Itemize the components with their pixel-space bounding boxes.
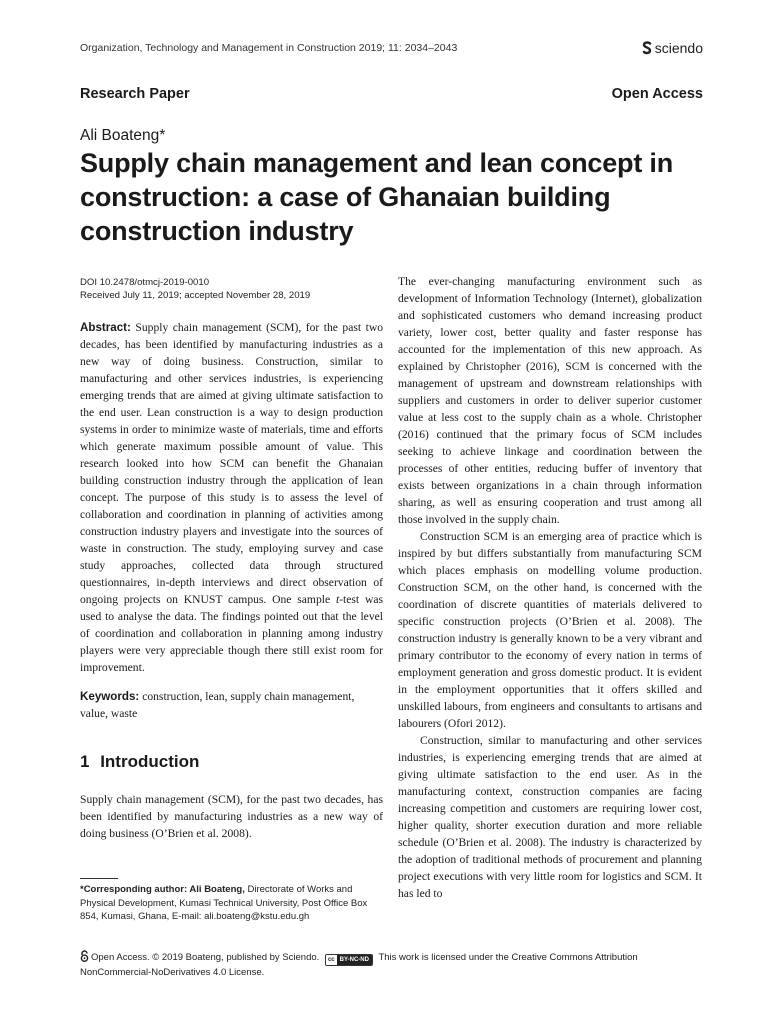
right-column: [398, 273, 702, 902]
license-text-end: This work is licensed under the Creative Commons Attribution NonCommercial-NoDerivatives 4.0 License.: [80, 952, 638, 978]
sciendo-logo-icon: [642, 41, 652, 55]
journal-citation: Organization, Technology and Management in Construction 2019; 11: 2034–2043: [80, 42, 458, 54]
keywords-text: construction, lean, supply chain management, value, waste: [80, 689, 355, 720]
publisher-name: sciendo: [654, 40, 703, 56]
doi[interactable]: DOI 10.2478/otmcj-2019-0010: [80, 277, 210, 288]
license-text-start: Open Access. © 2019 Boateng, published by Sciendo.: [91, 952, 320, 963]
footnote-text: Directorate of Works and Physical Development, Kumasi Technical University, Post Office Box 854, Kumasi, Ghana, E-mail: ali.boateng@kstu.edu.gh: [80, 884, 368, 922]
body-paragraph: The ever-changing manufacturing environment such as development of Information Technology (Internet), globalization and sophisticated customers who demand increasing product variety, lower cost, better quality and faster response has accounted for the implementation of this new approach. As explained by Christopher (2016), SCM is concerned with the management of upstream and downstream relationships with suppliers and customers in order to deliver superior customer value at less cost to the supply chain as a whole. Christopher (2016) continued that the primary focus of SCM includes seeking to achieve linkage and coordination between the processes of other entities, reducing buffer of inventory that exists between organizations in a chain through information sharing, as well as ensuring cooperation and trust among all those involved in the supply chain.: [398, 275, 702, 526]
cc-badge-left: cc: [327, 957, 335, 963]
body-paragraph: Construction, similar to manufacturing and other services industries, is experiencing emerging trends that are aimed at giving ultimate satisfaction to the end user. As in the manufacturing context, construction companies are facing increasing competition and customers are requiring lower cost, higher quality, shorter execution duration and more reliable schedule (O’Brien et al. 2008). The industry is characterized by the adoption of traditional methods of procurement and planning project executions with very little room for logistics and SCM. It has led to: [398, 734, 702, 900]
paper-title: Supply chain management and lean concept in construction: a case of Ghanaian building construction industry: [80, 148, 674, 246]
section-heading-introduction: [80, 752, 199, 772]
open-access-icon: [80, 950, 89, 966]
license-notice: [80, 950, 680, 979]
abstract: [80, 319, 383, 676]
introduction-paragraph: Supply chain management (SCM), for the past two decades, has been identified by manufacturing industries as a new way of doing business (O’Brien et al. 2008).: [80, 793, 383, 840]
open-access-label: Open Access: [611, 86, 703, 102]
abstract-text: Supply chain management (SCM), for the past two decades, has been identified by manufacturing industries as a new way of doing business. Construction, similar to manufacturing and other services industries, is experiencing emerging trends that are aimed at giving ultimate satisfaction to the end user. Lean construction is a way to design production systems in order to minimize waste of materials, time and efforts which generate maximum possible amount of value. This research looked into how SCM can benefit the Ghanaian building construction industry through the application of lean concept. The purpose of this study is to assess the level of collaboration and coordination in planning of activities among construction industry players and investigate into the sources of waste in construction. The study, employing survey and case study approaches, collected data through structured questionnaires, in-depth interviews and direct observation of ongoing projects on KNUST campus. One sample: [80, 321, 384, 606]
left-column: [80, 276, 383, 733]
cc-badge-right: BY-NC-ND: [337, 955, 372, 965]
body-paragraph: Construction SCM is an emerging area of practice which is inspired by but differs substantially from manufacturing SCM which places emphasis on modelling volume production. Construction SCM, on the other hand, is concerned with the coordination of discrete quantities of materials delivered to specific construction projects (O’Brien et al. 2008). The construction industry is generally known to be a very vibrant and primary contributor to the economy of every nation in terms of employment generation and gross domestic product. It is evident in the employment opportunities that it offers skilled and unskilled labours, from engineers and consultants to artisans and labourers (Ofori 2012).: [398, 530, 702, 730]
keywords: [80, 688, 383, 722]
abstract-label: Abstract:: [80, 321, 131, 334]
journal-header: [80, 40, 703, 60]
publisher-logo[interactable]: [642, 40, 703, 56]
paper-type-label: Research Paper: [80, 86, 190, 102]
abstract-t-italic: t: [335, 593, 340, 606]
author-name: Ali Boateng*: [80, 127, 166, 144]
section-number: 1: [80, 752, 90, 771]
abstract-text-end: -test was used to analyse the data. The findings pointed out that the level of coordination and collaboration in planning among industry players were very appreciable though there still exist room for improvement.: [80, 593, 383, 674]
footnote-divider: [80, 878, 118, 879]
corresponding-author-footnote: [80, 883, 385, 924]
footnote-label: *Corresponding author: Ali Boateng,: [80, 884, 245, 895]
cc-license-badge[interactable]: [325, 954, 373, 966]
section-title: Introduction: [100, 752, 200, 771]
received-dates: Received July 11, 2019; accepted November 28, 2019: [80, 290, 311, 301]
keywords-label: Keywords:: [80, 689, 140, 703]
